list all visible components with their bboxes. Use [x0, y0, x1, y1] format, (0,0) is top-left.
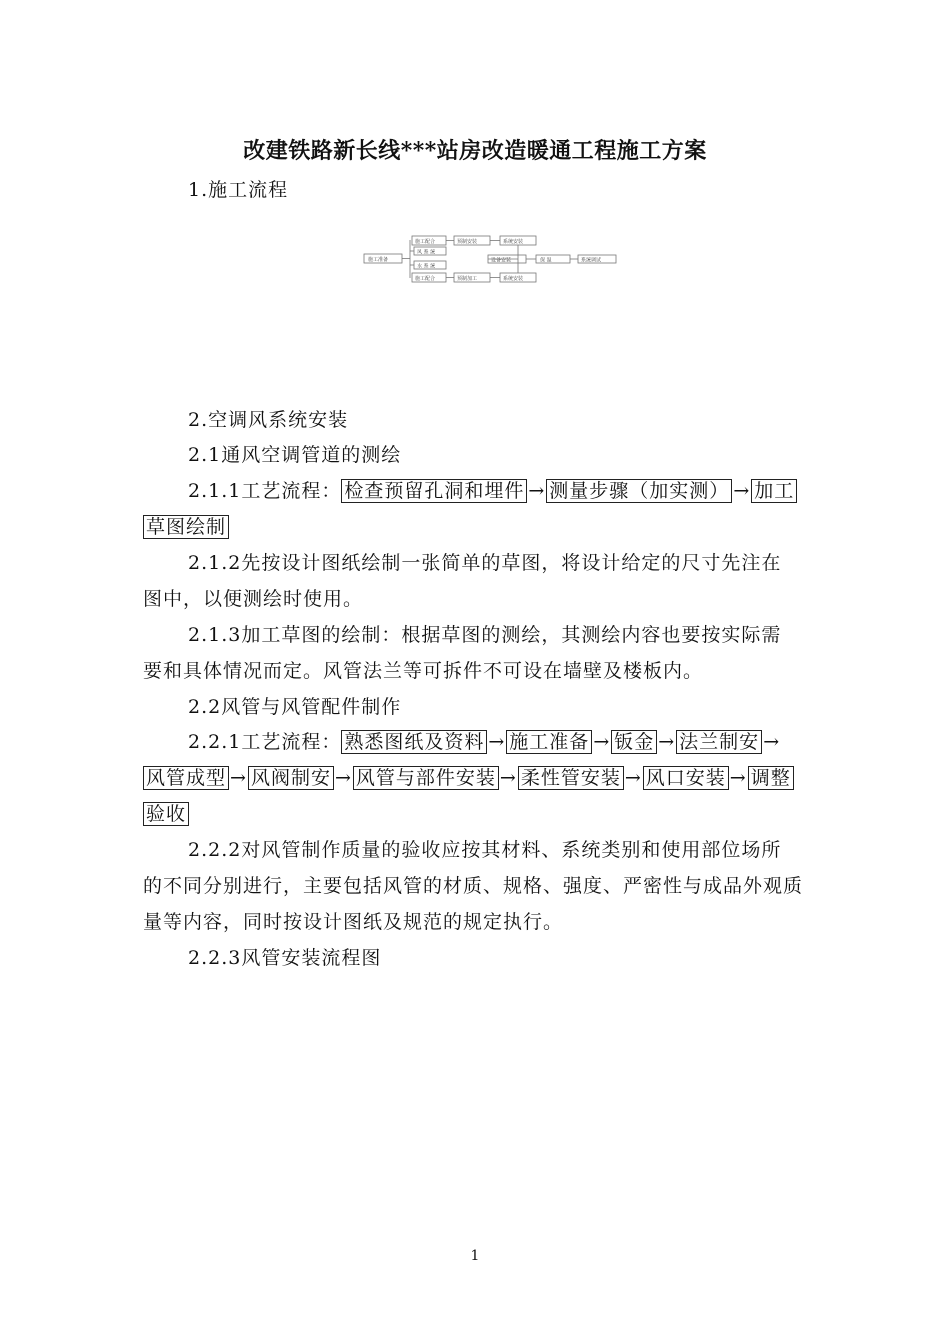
step-box: 施工准备 — [506, 730, 592, 754]
flow-top-1: 施工配合 — [415, 239, 436, 245]
flow-mid-lower: 水 系 统 — [417, 263, 436, 270]
arrow-icon: → — [729, 767, 747, 789]
step-box: 检查预留孔洞和埋件 — [341, 479, 527, 503]
step-box: 熟悉图纸及资料 — [341, 730, 487, 754]
step-box: 风管成型 — [143, 766, 229, 790]
arrow-icon: → — [763, 731, 781, 753]
step-box: 草图绘制 — [143, 515, 229, 539]
arrow-icon: → — [658, 731, 676, 753]
arrow-icon: → — [488, 731, 506, 753]
arrow-icon: → — [593, 731, 611, 753]
step-box: 法兰制安 — [676, 730, 762, 754]
para-2-2-2-line3: 量等内容，同时按设计图纸及规范的规定执行。 — [143, 911, 564, 933]
flow-bottom-1: 施工配合 — [415, 276, 436, 282]
flow-right-1: 设备安装 — [491, 257, 512, 264]
para-2-1-2-line1: 2.1.2先按设计图纸绘制一张简单的草图，将设计给定的尺寸先注在 — [188, 552, 782, 574]
arrow-icon: → — [624, 767, 642, 789]
para-2-2-2-line2: 的不同分别进行，主要包括风管的材质、规格、强度、严密性与成品外观质 — [143, 875, 804, 897]
flow-top-2: 预制安装 — [457, 239, 478, 245]
flow-right-3: 系统调试 — [581, 257, 602, 264]
step-box: 测量步骤（加实测） — [546, 479, 732, 503]
flow-mid-upper: 风 系 统 — [417, 249, 436, 256]
para-2-1-1-line2 — [143, 509, 229, 546]
arrow-icon: → — [334, 767, 352, 789]
para-2-2-1-line1 — [188, 724, 781, 761]
para-2-2-1-line2 — [143, 760, 794, 797]
step-box: 柔性管安装 — [518, 766, 624, 790]
section-2-heading: 2.空调风系统安装 — [188, 409, 349, 431]
para-2-2-2-line1: 2.2.2对风管制作质量的验收应按其材料、系统类别和使用部位场所 — [188, 839, 782, 861]
step-box: 钣金 — [611, 730, 657, 754]
arrow-icon: → — [528, 480, 546, 502]
arrow-icon: → — [230, 767, 247, 789]
page-number: 1 — [470, 1248, 480, 1264]
flow-top-3: 系统安装 — [503, 239, 524, 245]
flow-start-label: 施工准备 — [368, 257, 389, 263]
step-box: 验收 — [143, 802, 189, 826]
flow-right-2: 保 温 — [540, 257, 552, 264]
para-2-1-3-line1: 2.1.3加工草图的绘制：根据草图的测绘，其测绘内容也要按实际需 — [188, 624, 782, 646]
step-box: 调整 — [748, 766, 794, 790]
para-2-2-1-line3 — [143, 796, 189, 833]
para-2-1-2-line2: 图中，以便测绘时使用。 — [143, 588, 364, 610]
section-2-2-heading: 2.2风管与风管配件制作 — [188, 696, 402, 718]
arrow-icon: → — [733, 480, 751, 502]
flow-bottom-2: 预制加工 — [457, 276, 478, 282]
section-2-1-heading: 2.1通风空调管道的测绘 — [188, 444, 402, 466]
para-2-1-1-line1 — [188, 473, 797, 510]
para-2-2-3: 2.2.3风管安装流程图 — [188, 947, 382, 969]
para-2-1-3-line2: 要和具体情况而定。风管法兰等可拆件不可设在墙壁及楼板内。 — [143, 660, 704, 682]
para-2-2-1-prefix: 2.2.1工艺流程： — [188, 731, 342, 753]
step-box: 风管与部件安装 — [353, 766, 499, 790]
step-box: 风口安装 — [643, 766, 729, 790]
para-2-1-1-prefix: 2.1.1工艺流程： — [188, 480, 342, 502]
document-title: 改建铁路新长线***站房改造暖通工程施工方案 — [243, 138, 707, 164]
step-box: 加工 — [751, 479, 797, 503]
arrow-icon: → — [499, 767, 517, 789]
flow-bottom-3: 系统安装 — [503, 276, 524, 282]
section-1-heading: 1.施工流程 — [188, 179, 289, 201]
construction-flowchart — [360, 232, 620, 286]
step-box: 风阀制安 — [248, 766, 334, 790]
